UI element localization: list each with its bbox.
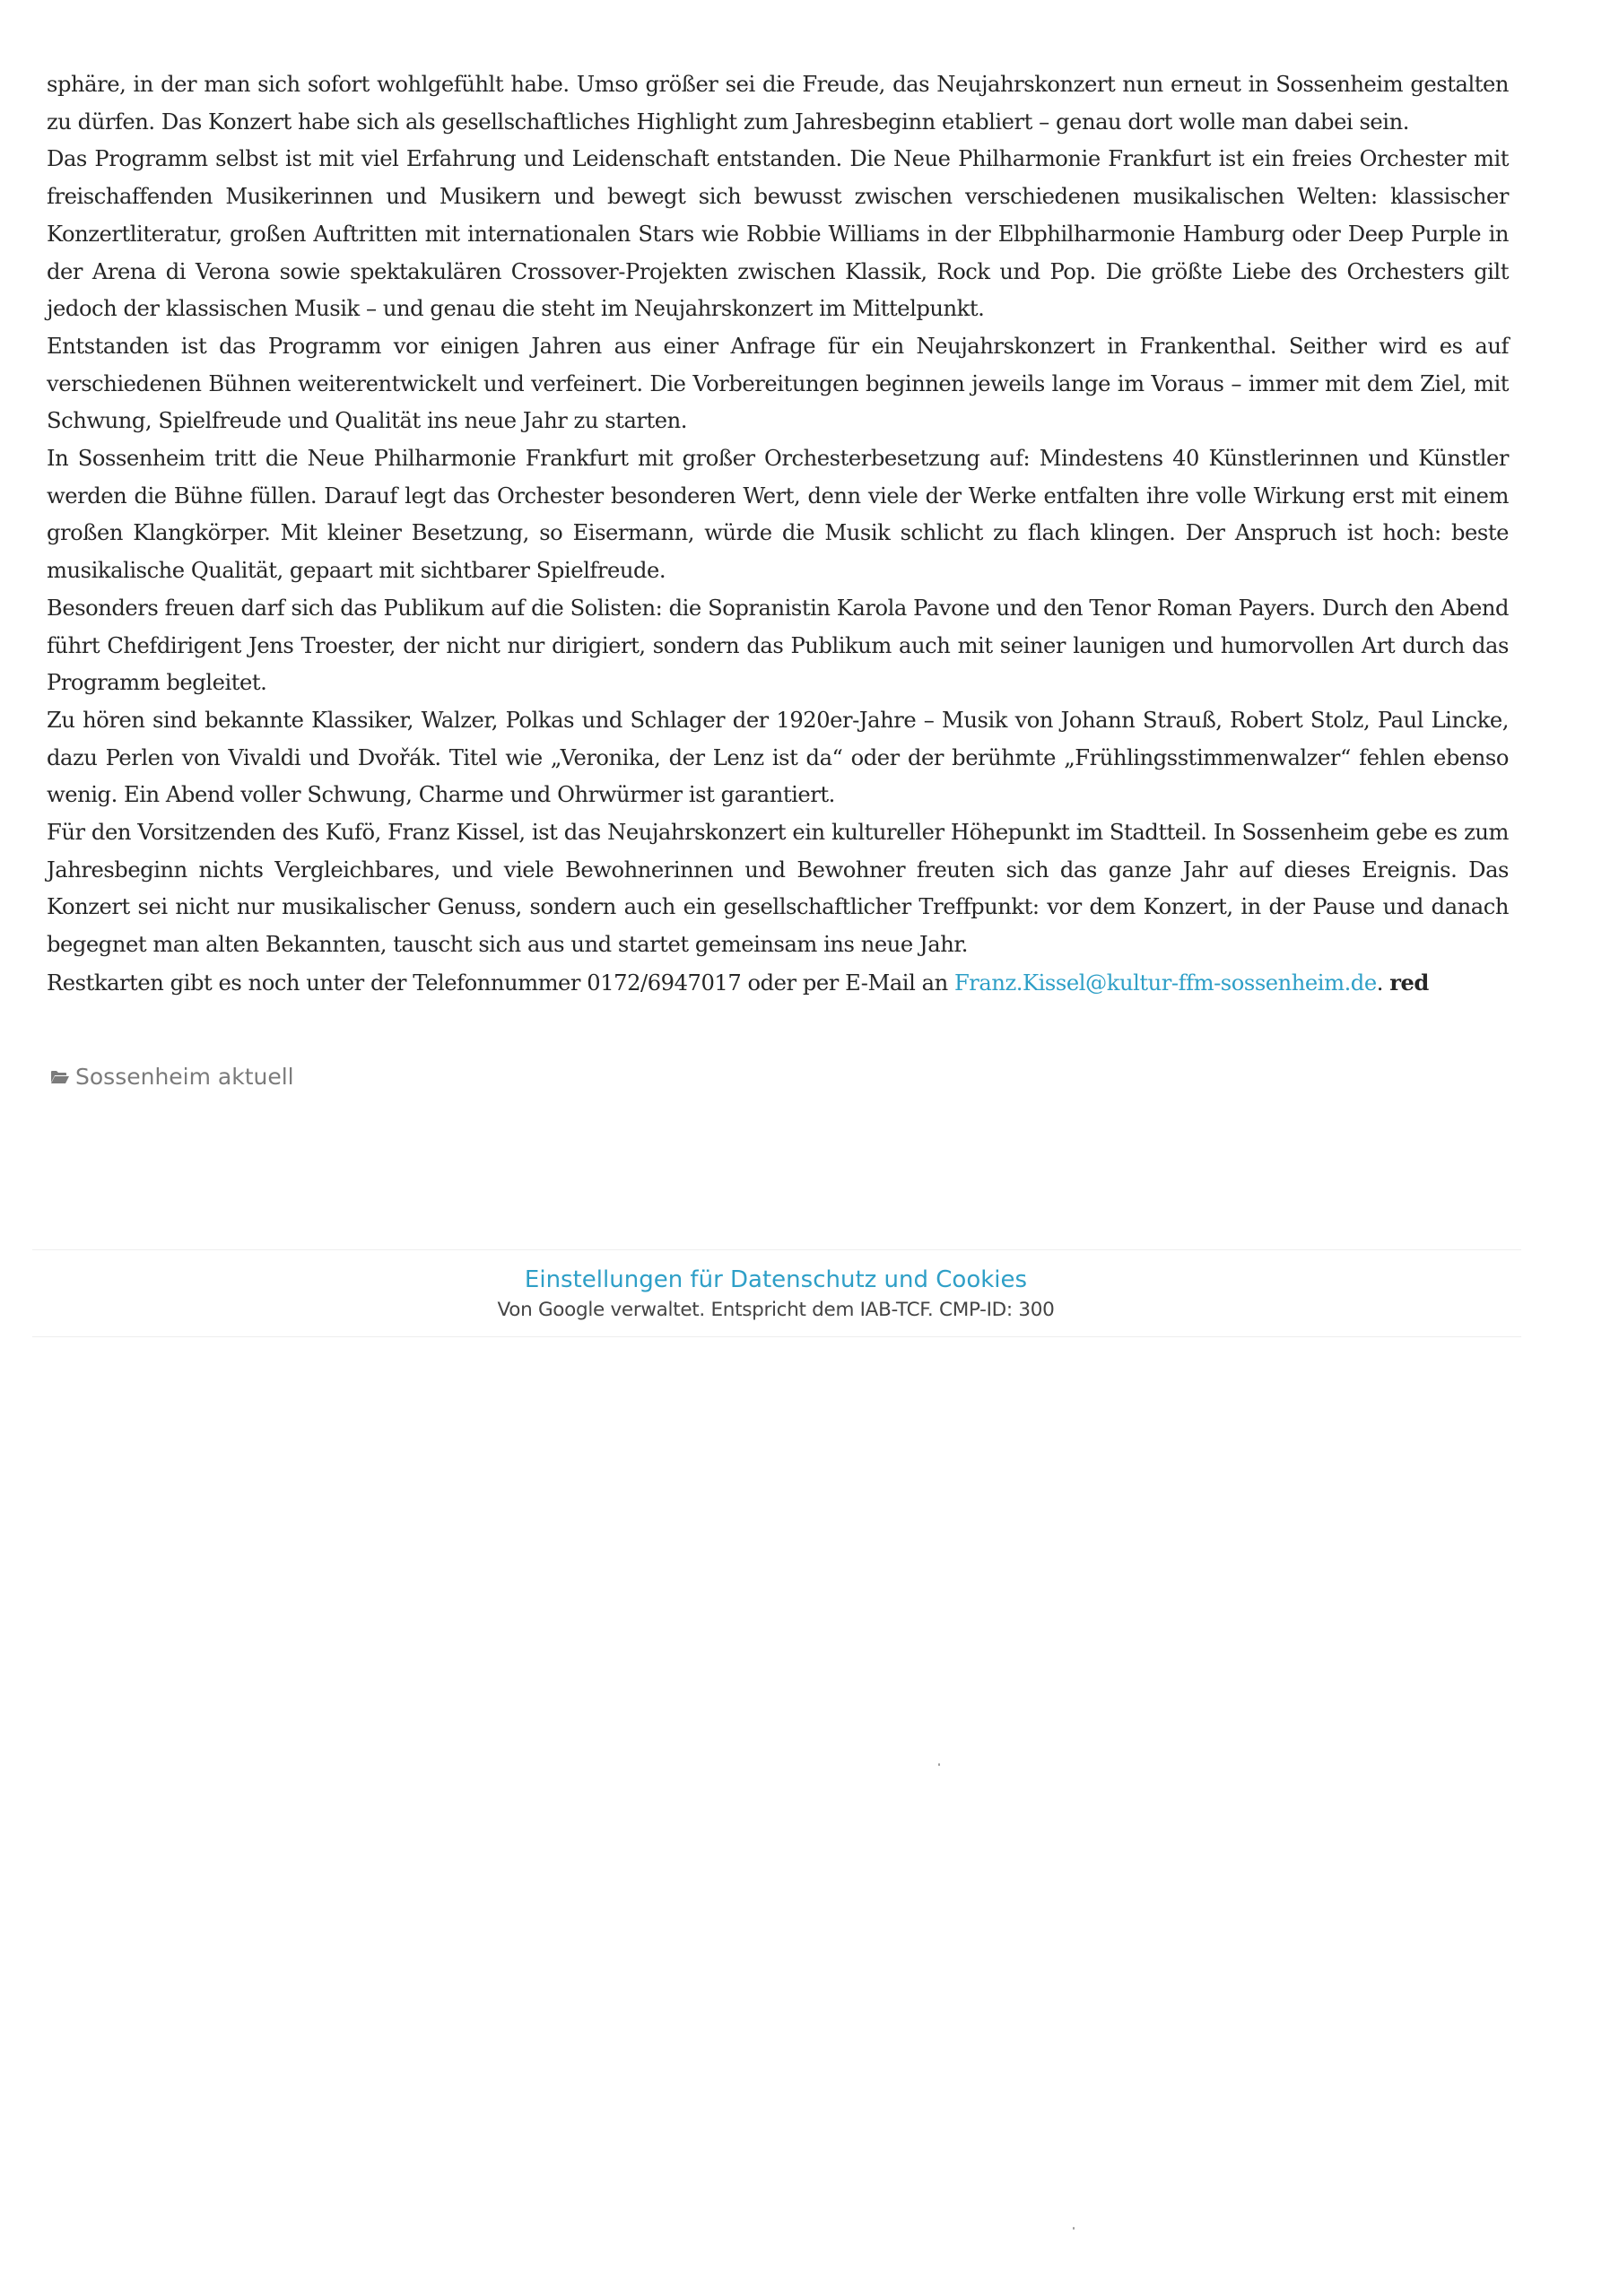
article-paragraph: Das Programm selbst ist mit viel Erfahrung und Leidenschaft entstanden. Die Neue Philharmonie Frankfurt ist ein freies Orchester mit freischaffenden Musikerinnen und Musikern und bewegt sich bewusst zwischen verschiedenen musikalischen Welten: klassischer Konzertliteratur, großen Auftritten mit internationalen Stars wie Robbie Williams in der Elbphilharmonie Hamburg oder Deep Purple in der Arena di Verona sowie spektakulären Crossover-Projekten zwischen Klassik, Rock und Pop. Die größte Liebe des Orchesters gilt jedoch der klassischen Musik – und genau die steht im Neujahrskonzert im Mittelpunkt. xyxy=(47,146,1509,322)
scan-speck xyxy=(1073,2227,1075,2230)
closing-punctuation: . xyxy=(1376,970,1383,996)
email-link[interactable]: Franz.Kissel@kultur-ffm-sossenheim.de xyxy=(953,970,1377,996)
article-paragraph: In Sossenheim tritt die Neue Philharmonie Frankfurt mit großer Orchesterbesetzung auf: Mindestens 40 Künstlerinnen und Künstler werden die Bühne füllen. Darauf legt das Orchester besonderen Wert, denn viele der Werke entfalten ihre volle Wirkung erst mit einem großen Klangkörper. Mit kleiner Besetzung, so Eisermann, würde die Musik schlicht zu flach klingen. Der Anspruch ist hoch: beste musikalische Qualität, gepaart mit sichtbarer Spielfreude. xyxy=(47,446,1509,584)
article-paragraph: sphäre, in der man sich sofort wohlgefühlt habe. Umso größer sei die Freude, das Neujahrskonzert nun erneut in Sossenheim gestalten zu dürfen. Das Konzert habe sich als gesellschaftliches Highlight zum Jahresbeginn etabliert – genau dort wolle man dabei sein. xyxy=(47,72,1509,135)
scan-speck xyxy=(938,1763,940,1766)
article-body xyxy=(47,66,1509,1003)
consent-subtext: Von Google verwaltet. Entspricht dem IAB-TCF. CMP-ID: 300 xyxy=(497,1299,1055,1321)
category-link[interactable] xyxy=(50,1064,294,1090)
article-paragraph: Für den Vorsitzenden des Kufö, Franz Kissel, ist das Neujahrskonzert ein kultureller Höhepunkt im Stadtteil. In Sossenheim gebe es zum Jahresbeginn nichts Vergleichbares, und viele Bewohnerinnen und Bewohner freuten sich das ganze Jahr auf dieses Ereignis. Das Konzert sei nicht nur musikalischer Genuss, sondern auch ein gesellschaftlicher Treffpunkt: vor dem Konzert, in der Pause und danach begegnet man alten Bekannten, tauscht sich aus und startet gemeinsam ins neue Jahr. xyxy=(47,820,1509,958)
article-paragraph: Besonders freuen darf sich das Publikum auf die Solisten: die Sopranistin Karola Pavone und den Tenor Roman Payers. Durch den Abend führt Chefdirigent Jens Troester, der nicht nur dirigiert, sondern das Publikum auch mit seiner launigen und humorvollen Art durch das Programm begleitet. xyxy=(47,595,1509,696)
article-paragraph: Entstanden ist das Programm vor einigen Jahren aus einer Anfrage für ein Neujahrskonzert in Frankenthal. Seither wird es auf verschiedenen Bühnen weiterentwickelt und verfeinert. Die Vorbereitungen beginnen jeweils lange im Voraus – immer mit dem Ziel, mit Schwung, Spielfreude und Qualität ins neue Jahr zu starten. xyxy=(47,333,1509,434)
author-signature: red xyxy=(1389,969,1429,996)
divider xyxy=(32,1336,1521,1337)
category-label: Sossenheim aktuell xyxy=(75,1064,294,1090)
closing-paragraph xyxy=(47,964,1509,1003)
article-paragraph: Zu hören sind bekannte Klassiker, Walzer, Polkas und Schlager der 1920er-Jahre – Musik von Johann Strauß, Robert Stolz, Paul Lincke, dazu Perlen von Vivaldi und Dvořák. Titel wie „Veronika, der Lenz ist da“ oder der berühmte „Frühlingsstimmenwalzer“ fehlen ebenso wenig. Ein Abend voller Schwung, Charme und Ohrwürmer ist garantiert. xyxy=(47,707,1509,808)
folder-open-icon xyxy=(50,1070,70,1084)
privacy-consent-footer xyxy=(0,1263,1552,1324)
privacy-settings-link[interactable]: Einstellungen für Datenschutz und Cookies xyxy=(524,1266,1028,1293)
divider xyxy=(32,1249,1521,1250)
closing-text: Restkarten gibt es noch unter der Telefonnummer 0172/6947017 oder per E-Mail an xyxy=(47,970,954,996)
